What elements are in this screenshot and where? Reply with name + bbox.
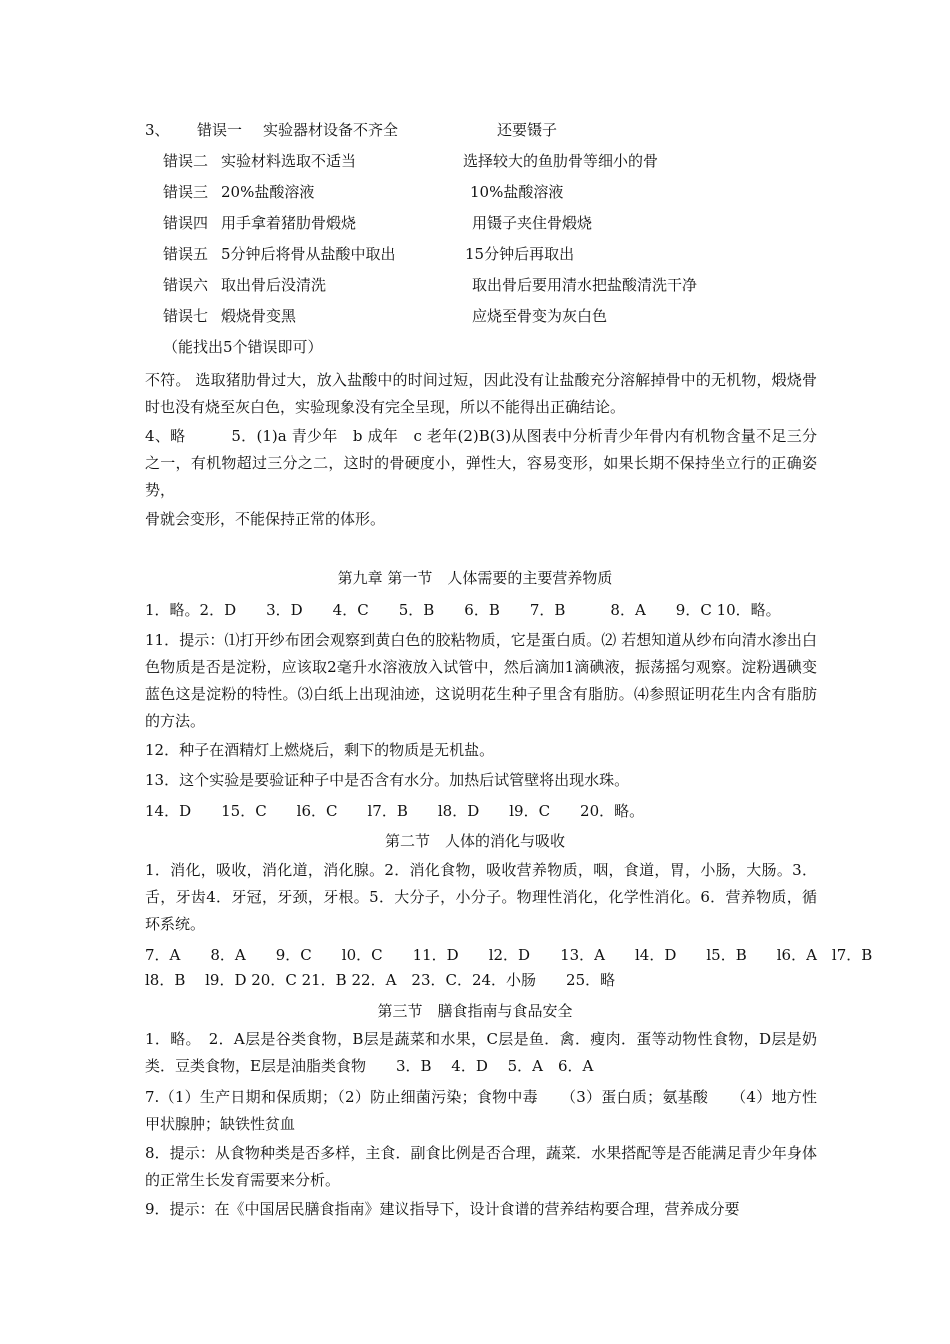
- error-row-6: [0, 275, 950, 295]
- error-fix: 10%盐酸溶液: [470, 183, 564, 201]
- error-text: 煅烧骨变黑: [221, 307, 297, 325]
- error-row-5: [0, 244, 950, 264]
- error-row-3: [0, 182, 950, 202]
- section-heading: 第二节 人体的消化与吸收: [384, 832, 565, 850]
- answer-5-tail: 骨就会变形，不能保持正常的体形。: [145, 510, 386, 528]
- answer-11-paragraph: 11．提示：⑴打开纱布团会观察到黄白色的胶粘物质，它是蛋白质。⑵ 若想知道从纱布向清水渗出白色物质是否是淀粉，应该取2毫升水溶液放入试管中，然后滴加1滴碘液，振荡摇匀观察。淀粉遇碘变蓝色这是淀粉的特性。⑶白纸上出现油迹，这说明花生种子里含有脂肪。⑷参照证明花生内含有脂肪的方法。: [145, 631, 817, 730]
- conclusion-paragraph: 不符。 选取猪肋骨过大，放入盐酸中的时间过短，因此没有让盐酸充分溶解掉骨中的无机物，煅烧骨时也没有烧至灰白色，实验现象没有完全呈现，所以不能得出正确结论。: [145, 371, 817, 416]
- error-label: 错误五: [163, 245, 209, 263]
- error-fix: 取出骨后要用清水把盐酸清洗干净: [472, 276, 698, 294]
- section3-paragraph-8: 8．提示：从食物种类是否多样，主食．副食比例是否合理，蔬菜．水果搭配等是否能满足青少年身体的正常生长发育需要来分析。: [145, 1144, 817, 1189]
- section-number: 3、: [145, 121, 170, 139]
- error-fix: 用镊子夹住骨煅烧: [472, 214, 593, 232]
- answer-13: 13．这个实验是要验证种子中是否含有水分。加热后试管壁将出现水珠。: [145, 771, 630, 789]
- section3-paragraph-1: 1．略。 2．A层是谷类食物，B层是蔬菜和水果，C层是鱼．禽．瘦肉．蛋等动物性食物，D层是奶类．豆类食物，E层是油脂类食物 3．B 4．D 5．A 6．A: [145, 1030, 817, 1075]
- error-fix: 还要镊子: [497, 121, 558, 139]
- error-row-4: [0, 213, 950, 233]
- error-label: 错误六: [163, 276, 209, 294]
- error-row-1: [0, 120, 950, 140]
- error-label: 错误七: [163, 307, 209, 325]
- error-text: 取出骨后没清洗: [221, 276, 327, 294]
- error-text: 用手拿着猪肋骨煅烧: [221, 214, 357, 232]
- error-label: 错误四: [163, 214, 209, 232]
- error-label: 错误三: [163, 183, 209, 201]
- error-note: （能找出5个错误即可）: [163, 338, 323, 356]
- section-heading: 第三节 膳食指南与食品安全: [377, 1002, 573, 1020]
- chapter-heading: 第九章 第一节 人体需要的主要营养物质: [337, 569, 613, 587]
- error-text: 实验器材设备不齐全: [263, 121, 399, 139]
- error-fix: 选择较大的鱼肋骨等细小的骨: [463, 152, 659, 170]
- error-label: 错误二: [163, 152, 209, 170]
- error-row-2: [0, 151, 950, 171]
- error-text: 实验材料选取不适当: [221, 152, 357, 170]
- error-label: 错误一: [197, 121, 243, 139]
- answers-1-10: 1．略。2．D 3．D 4．C 5．B 6．B 7．B 8．A 9．C 10．略。: [145, 601, 781, 619]
- error-row-7: [0, 306, 950, 326]
- section3-paragraph-7: 7.（1）生产日期和保质期；（2）防止细菌污染；食物中毒 （3）蛋白质；氨基酸 （4）地方性甲状腺肿；缺铁性贫血: [145, 1088, 817, 1133]
- answer-4-5-paragraph: 4、略 5．(1)a 青少年 b 成年 c 老年(2)B(3)从图表中分析青少年骨内有机物含量不足三分之一，有机物超过三分之二，这时的骨硬度小，弹性大，容易变形，如果长期不保持坐立行的正确姿势，: [145, 427, 817, 499]
- answers-14-20: 14．D 15．C l6．C l7．B l8．D l9．C 20．略。: [145, 802, 645, 820]
- error-fix: 应烧至骨变为灰白色: [472, 307, 608, 325]
- error-text: 5分钟后将骨从盐酸中取出: [221, 245, 396, 263]
- section3-paragraph-9: 9．提示：在《中国居民膳食指南》建议指导下，设计食谱的营养结构要合理，营养成分要: [145, 1200, 740, 1218]
- section2-answers-7-17: 7．A 8．A 9．C l0．C 11．D l2．D 13．A l4．D l5．B l6．A l7．B: [145, 946, 873, 964]
- section2-answers-18-25: l8．B l9．D 20．C 21．B 22．A 23．C．24．小肠 25．略: [145, 971, 616, 989]
- error-fix: 15分钟后再取出: [465, 245, 575, 263]
- error-text: 20%盐酸溶液: [221, 183, 315, 201]
- section2-paragraph-1: 1．消化，吸收，消化道，消化腺。2．消化食物，吸收营养物质，咽，食道，胃，小肠，大肠。3．舌，牙齿4．牙冠，牙颈，牙根。5．大分子，小分子。物理性消化，化学性消化。6．营养物质，循环系统。: [145, 861, 817, 933]
- answer-12: 12．种子在酒精灯上燃烧后，剩下的物质是无机盐。: [145, 741, 495, 759]
